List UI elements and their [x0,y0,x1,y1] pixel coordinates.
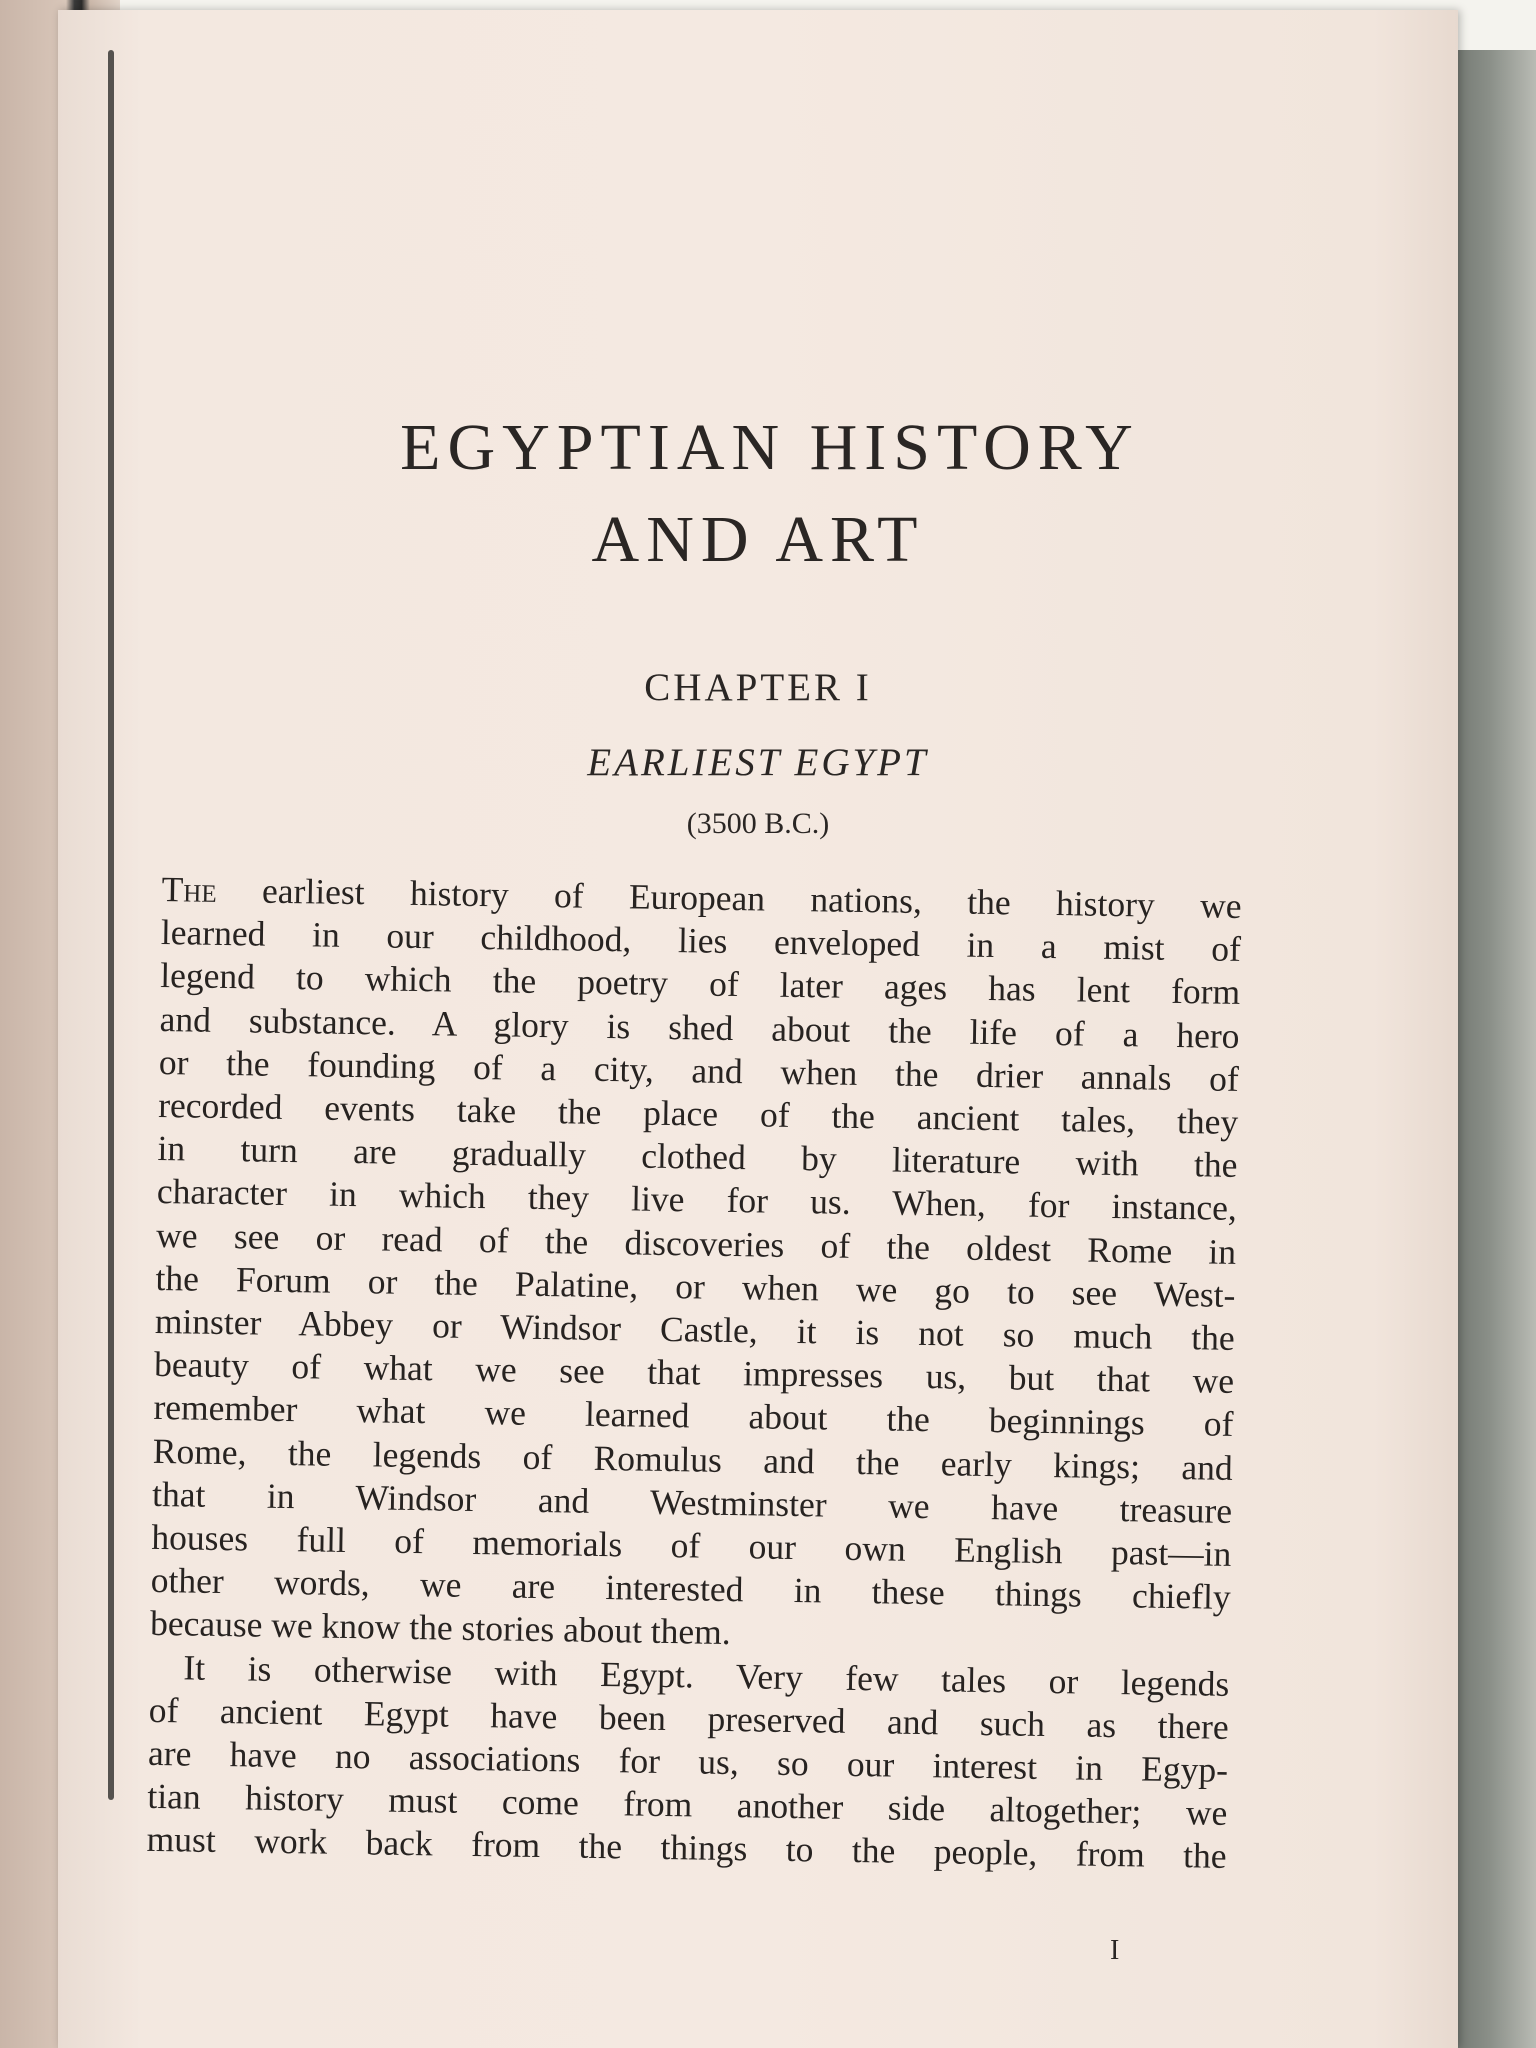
text-line: are have no associations for us, so our interest in Egyp- [147,1732,1229,1790]
text-line: houses full of memorials of our own English past—in [151,1516,1232,1574]
page-number: I [1110,1935,1120,1966]
text-line: because we know the stories about them. [149,1603,732,1653]
text-line: we see or read of the discoveries of the oldest Rome in [155,1214,1237,1272]
chapter-title: EARLIEST EGYPT [587,741,929,784]
chapter-heading: CHAPTER I [644,666,872,709]
text-line: of ancient Egypt have been preserved and such as there [148,1689,1229,1747]
text-line-content: earliest history of European nations, the history we [261,870,1242,926]
text-line: Rome, the legends of Romulus and the early kings; and [152,1430,1234,1488]
text-line: or the founding of a city, and when the drier annals of [158,1041,1240,1099]
text-line: that in Windsor and Westminster we have treasure [151,1473,1233,1531]
chapter-date: (3500 B.C.) [686,807,830,840]
book-page [58,10,1458,2048]
text-line: minster Abbey or Windsor Castle, it is not so much the [154,1300,1236,1358]
text-line: remember what we learned about the beginnings of [153,1387,1234,1445]
body-text [146,868,1241,1879]
text-line: in turn are gradually clothed by literature with the [157,1128,1238,1186]
text-line: recorded events take the place of the ancient tales, they [157,1084,1239,1142]
drop-word: The [161,868,217,910]
book-title-line-2: AND ART [591,503,925,576]
book-title-line-1: EGYPTIAN HISTORY [400,411,1140,484]
text-line: beauty of what we see that impresses us, but that we [153,1344,1235,1402]
text-line: and substance. A glory is shed about the life of a hero [159,998,1240,1056]
text-line: learned in our childhood, lies enveloped in a mist of [160,912,1242,970]
text-line: legend to which the poetry of later ages has lent form [159,955,1241,1013]
text-line: other words, we are interested in these things chiefly [150,1560,1231,1618]
text-line: character in which they live for us. When, for instance, [156,1171,1238,1229]
page-content [58,10,1458,2048]
text-line: must work back from the things to the people, from the [146,1819,1227,1877]
text-line: the Forum or the Palatine, or when we go to see West- [155,1257,1236,1315]
text-line: It is otherwise with Egypt. Very few tales or legends [183,1647,1230,1704]
text-line: tian history must come from another side altogether; we [147,1776,1228,1834]
